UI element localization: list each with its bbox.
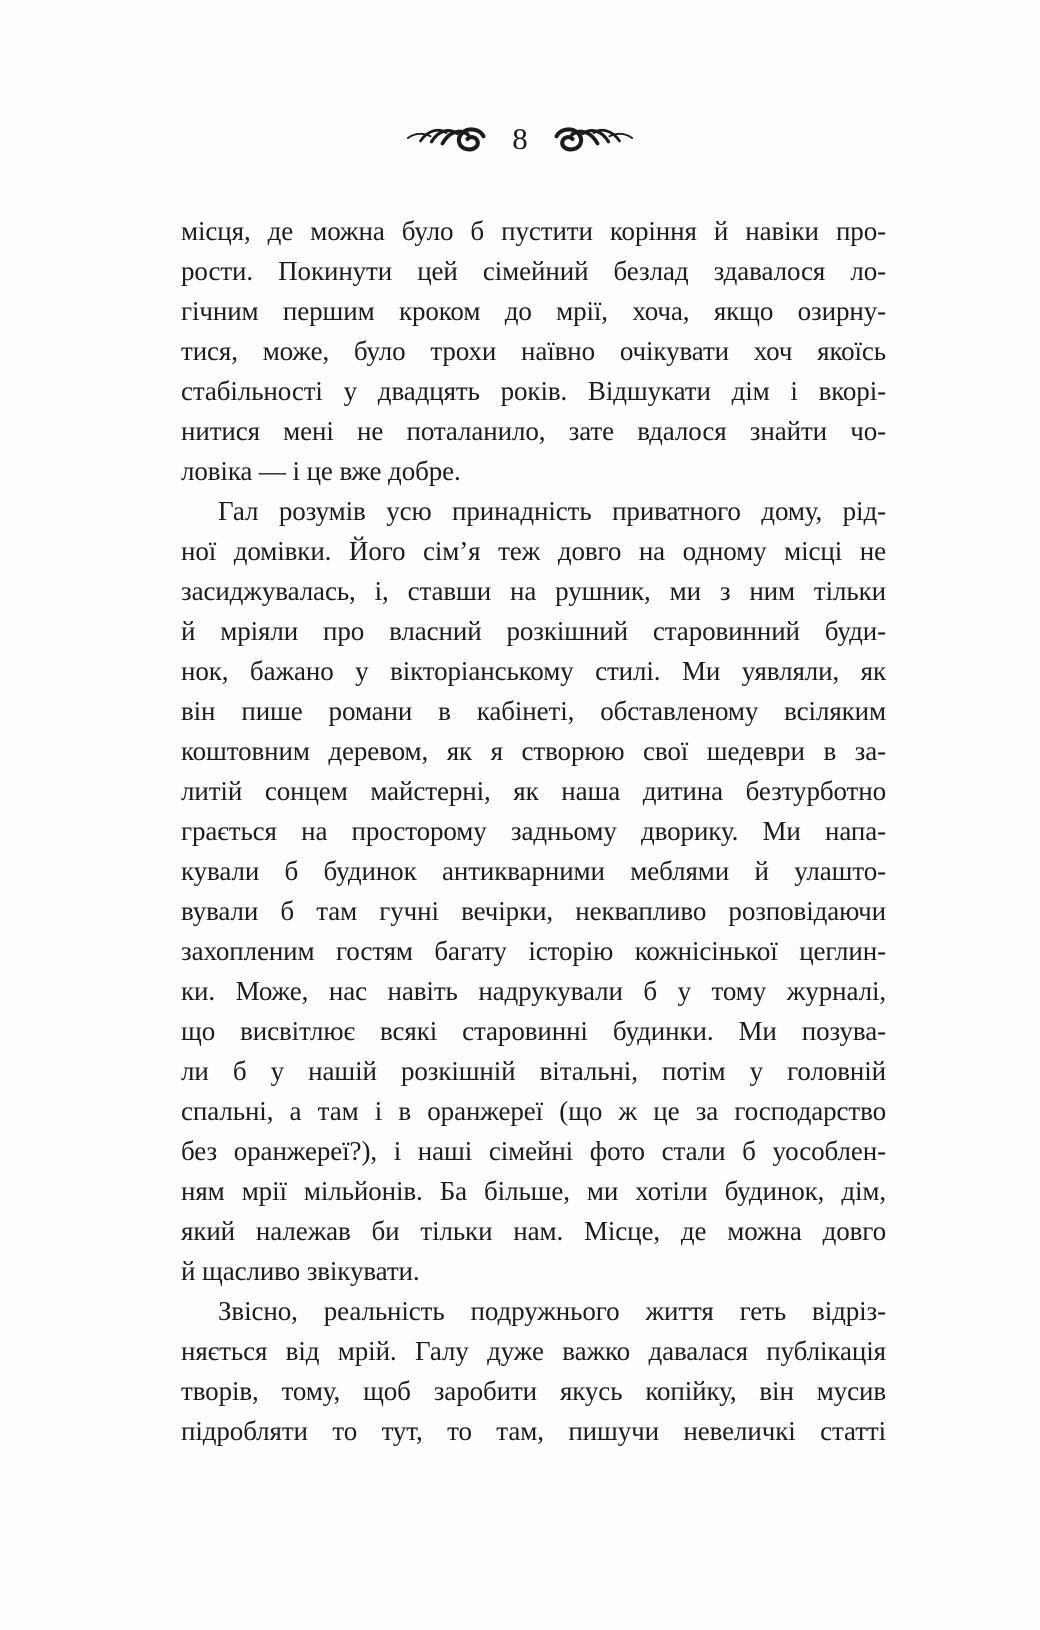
text-line: гічним першим кроком до мрії, хоча, якщо озирну- bbox=[181, 296, 886, 326]
text-line: підробляти то тут, то там, пишучи невеличкі статті bbox=[181, 1416, 886, 1446]
paragraph bbox=[181, 211, 886, 491]
text-line: спальні, а там і в оранжереї (що ж це за господарство bbox=[181, 1096, 886, 1126]
text-line: Гал розумів усю принадність приватного дому, рід- bbox=[218, 496, 886, 526]
text-line: який належав би тільки нам. Місце, де можна довго bbox=[181, 1216, 886, 1246]
text-line: ням мрії мільйонів. Ба більше, ми хотіли будинок, дім, bbox=[181, 1176, 886, 1206]
text-line: литій сонцем майстерні, як наша дитина безтурботно bbox=[181, 776, 886, 806]
text-line: що висвітлює всякі старовинні будинки. Ми позува- bbox=[181, 1016, 886, 1046]
text-line: кували б будинок антикварними меблями й улашто- bbox=[181, 856, 886, 886]
text-line: без оранжереї?), і наші сімейні фото стали б уособлен- bbox=[181, 1136, 886, 1166]
text-line: нитися мені не поталанило, зате вдалося знайти чо- bbox=[181, 416, 886, 446]
text-line: ки. Може, нас навіть надрукували б у тому журналі, bbox=[181, 976, 886, 1006]
page-number: 8 bbox=[512, 121, 528, 156]
text-line: він пише романи в кабінеті, обставленому всіляким bbox=[181, 696, 886, 726]
page-text bbox=[181, 211, 886, 1451]
text-line: тися, може, було трохи наївно очікувати хоч якоїсь bbox=[181, 336, 886, 366]
text-line: ловіка — і це вже добре. bbox=[181, 456, 461, 486]
text-line: грається на просторому задньому дворику. Ми напа- bbox=[181, 816, 886, 846]
text-line: ної домівки. Його сім’я теж довго на одному місці не bbox=[181, 536, 886, 566]
text-line: ли б у нашій розкішній вітальні, потім у головній bbox=[181, 1056, 886, 1086]
text-line: творів, тому, щоб заробити якусь копійку, він мусив bbox=[181, 1376, 886, 1406]
text-line: засиджувалась, і, ставши на рушник, ми з ним тільки bbox=[181, 576, 886, 606]
paragraph bbox=[181, 1291, 886, 1451]
text-line: коштовним деревом, як я створюю свої шедеври в за- bbox=[181, 736, 886, 766]
text-line: рости. Покинути цей сімейний безлад здавалося ло- bbox=[181, 256, 886, 286]
text-line: стабільності у двадцять років. Відшукати дім і вкорі- bbox=[181, 376, 886, 406]
flourish-left-icon bbox=[406, 124, 488, 154]
page-header bbox=[0, 121, 1040, 156]
flourish-right-icon bbox=[552, 124, 634, 154]
text-line: няється від мрій. Галу дуже важко давалася публікація bbox=[181, 1336, 886, 1366]
text-line: й щасливо звікувати. bbox=[181, 1256, 420, 1286]
text-line: вували б там гучні вечірки, неквапливо розповідаючи bbox=[181, 896, 886, 926]
text-line: Звісно, реальність подружнього життя геть відріз- bbox=[218, 1296, 886, 1326]
paragraph bbox=[181, 491, 886, 1291]
text-line: нок, бажано у вікторіанському стилі. Ми уявляли, як bbox=[181, 656, 886, 686]
text-line: захопленим гостям багату історію кожнісінької цеглин- bbox=[181, 936, 886, 966]
text-line: місця, де можна було б пустити коріння й навіки про- bbox=[181, 216, 886, 246]
text-line: й мріяли про власний розкішний старовинний буди- bbox=[181, 616, 886, 646]
